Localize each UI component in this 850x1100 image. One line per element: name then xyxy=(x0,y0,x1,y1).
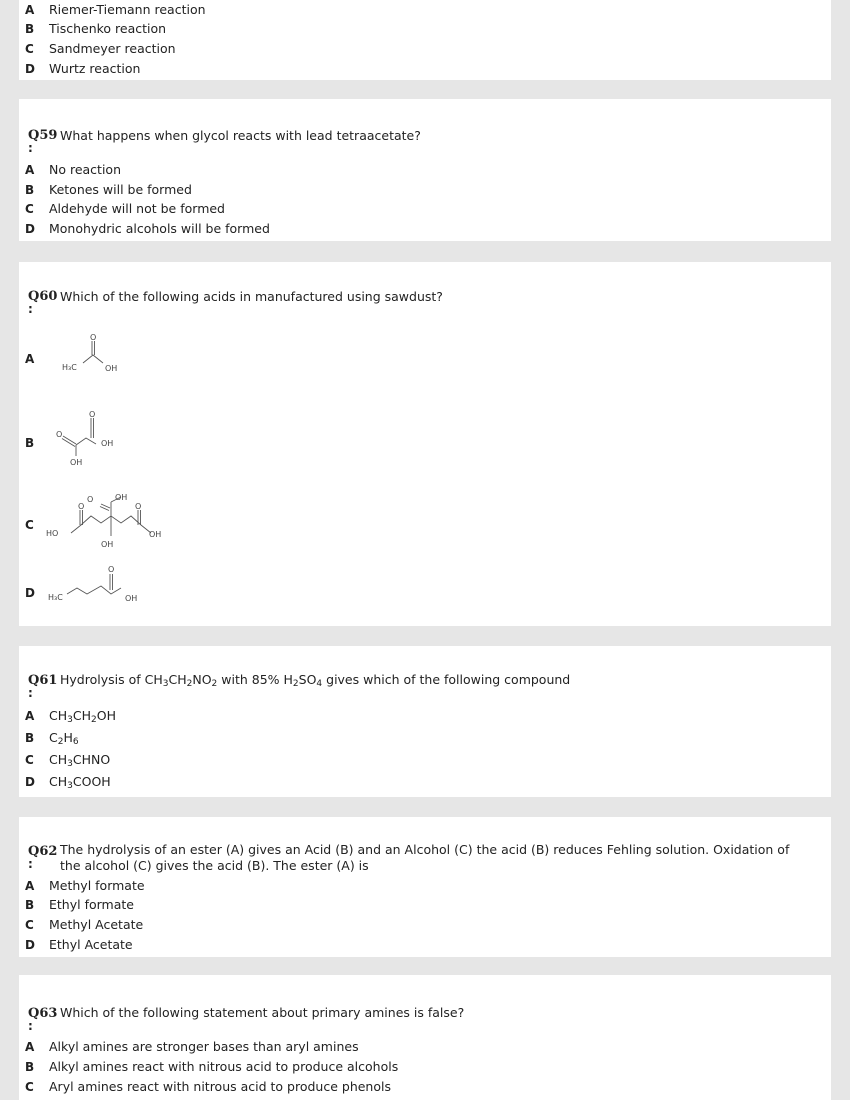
option-b[interactable]: B xyxy=(25,436,35,450)
svg-text:OH: OH xyxy=(101,540,114,549)
option-b[interactable]: B $C_2H_6$ xyxy=(25,730,79,747)
option-c[interactable]: C Aldehyde will not be formed xyxy=(25,201,225,216)
option-b[interactable]: B Alkyl amines react with nitrous acid to produce alcohols xyxy=(25,1059,399,1074)
question-text: What happens when glycol reacts with lead tetraacetate? xyxy=(60,128,421,143)
question-number: Q59 xyxy=(28,128,58,143)
svg-text:H₃C: H₃C xyxy=(48,593,63,602)
svg-text:O: O xyxy=(89,410,96,419)
svg-text:O: O xyxy=(87,495,94,504)
question-colon: : xyxy=(28,1019,33,1033)
question-header xyxy=(28,288,58,316)
option-c[interactable]: C Methyl Acetate xyxy=(25,917,144,932)
question-number: Q61 xyxy=(28,673,58,688)
svg-text:O: O xyxy=(56,430,63,439)
option-b[interactable]: B Ketones will be formed xyxy=(25,182,192,197)
svg-text:O: O xyxy=(78,502,85,511)
option-a[interactable]: A $CH_3CH_2OH$ xyxy=(25,708,116,725)
question-card-q60 xyxy=(19,262,831,626)
question-card-q61 xyxy=(19,646,831,797)
structure-b xyxy=(49,408,149,468)
structure-acetic-acid xyxy=(59,332,149,377)
option-a[interactable]: A Alkyl amines are stronger bases than aryl amines xyxy=(25,1039,359,1054)
option-c[interactable]: C Aryl amines react with nitrous acid to produce phenols xyxy=(25,1079,391,1094)
option-b[interactable]: B Tischenko reaction xyxy=(25,21,167,36)
option-c[interactable]: C xyxy=(25,518,34,532)
option-b[interactable]: B Ethyl formate xyxy=(25,897,134,912)
option-c[interactable]: C $CH_3CHNO$ xyxy=(25,752,111,769)
question-colon: : xyxy=(28,857,33,871)
svg-text:O: O xyxy=(108,565,115,574)
option-a[interactable]: A xyxy=(25,352,35,366)
option-a[interactable]: A Methyl formate xyxy=(25,878,145,893)
question-number: Q60 xyxy=(28,289,58,304)
svg-text:OH: OH xyxy=(105,364,118,373)
question-text: Hydrolysis of $CH_3CH_2NO_2$ with 85% $H_2SO_4$ gives which of the following compound xyxy=(60,672,571,689)
svg-text:HO: HO xyxy=(46,529,59,538)
option-a[interactable]: A No reaction xyxy=(25,162,122,177)
svg-text:O: O xyxy=(135,502,142,511)
question-card-q63 xyxy=(19,975,831,1100)
question-text: The hydrolysis of an ester (A) gives an Acid (B) and an Alcohol (C) the acid (B) reduces Fehling solution. Oxidation of the alcohol (C) gives the acid (B). The ester (A) is xyxy=(60,842,790,873)
question-header xyxy=(28,672,58,700)
svg-text:OH: OH xyxy=(115,493,128,502)
question-number: Q63 xyxy=(28,1006,58,1021)
svg-text:O: O xyxy=(90,333,97,342)
option-d[interactable]: D Ethyl Acetate xyxy=(25,937,133,952)
question-header xyxy=(28,127,58,155)
question-card-q58 xyxy=(19,0,831,80)
question-text: Which of the following acids in manufactured using sawdust? xyxy=(60,289,443,304)
option-d[interactable]: D Monohydric alcohols will be formed xyxy=(25,221,270,236)
svg-text:OH: OH xyxy=(70,458,83,467)
option-d[interactable]: D xyxy=(25,586,35,600)
structure-citric-acid xyxy=(43,490,193,556)
question-colon: : xyxy=(28,302,33,316)
structure-butyric-acid xyxy=(45,560,155,610)
option-a[interactable]: A Riemer-Tiemann reaction xyxy=(25,2,206,17)
question-card-q59 xyxy=(19,99,831,241)
svg-text:H₃C: H₃C xyxy=(62,363,77,372)
question-header xyxy=(28,843,58,871)
question-text: Which of the following statement about primary amines is false? xyxy=(60,1005,465,1020)
option-d[interactable]: D $CH_3COOH$ xyxy=(25,774,111,791)
option-c[interactable]: C Sandmeyer reaction xyxy=(25,41,176,56)
svg-text:OH: OH xyxy=(149,530,162,539)
question-card-q62 xyxy=(19,817,831,957)
svg-text:OH: OH xyxy=(125,594,138,603)
question-number: Q62 xyxy=(28,844,58,859)
question-colon: : xyxy=(28,686,33,700)
question-header xyxy=(28,1005,58,1033)
question-colon: : xyxy=(28,141,33,155)
option-d[interactable]: D Wurtz reaction xyxy=(25,61,141,76)
svg-text:OH: OH xyxy=(101,439,114,448)
